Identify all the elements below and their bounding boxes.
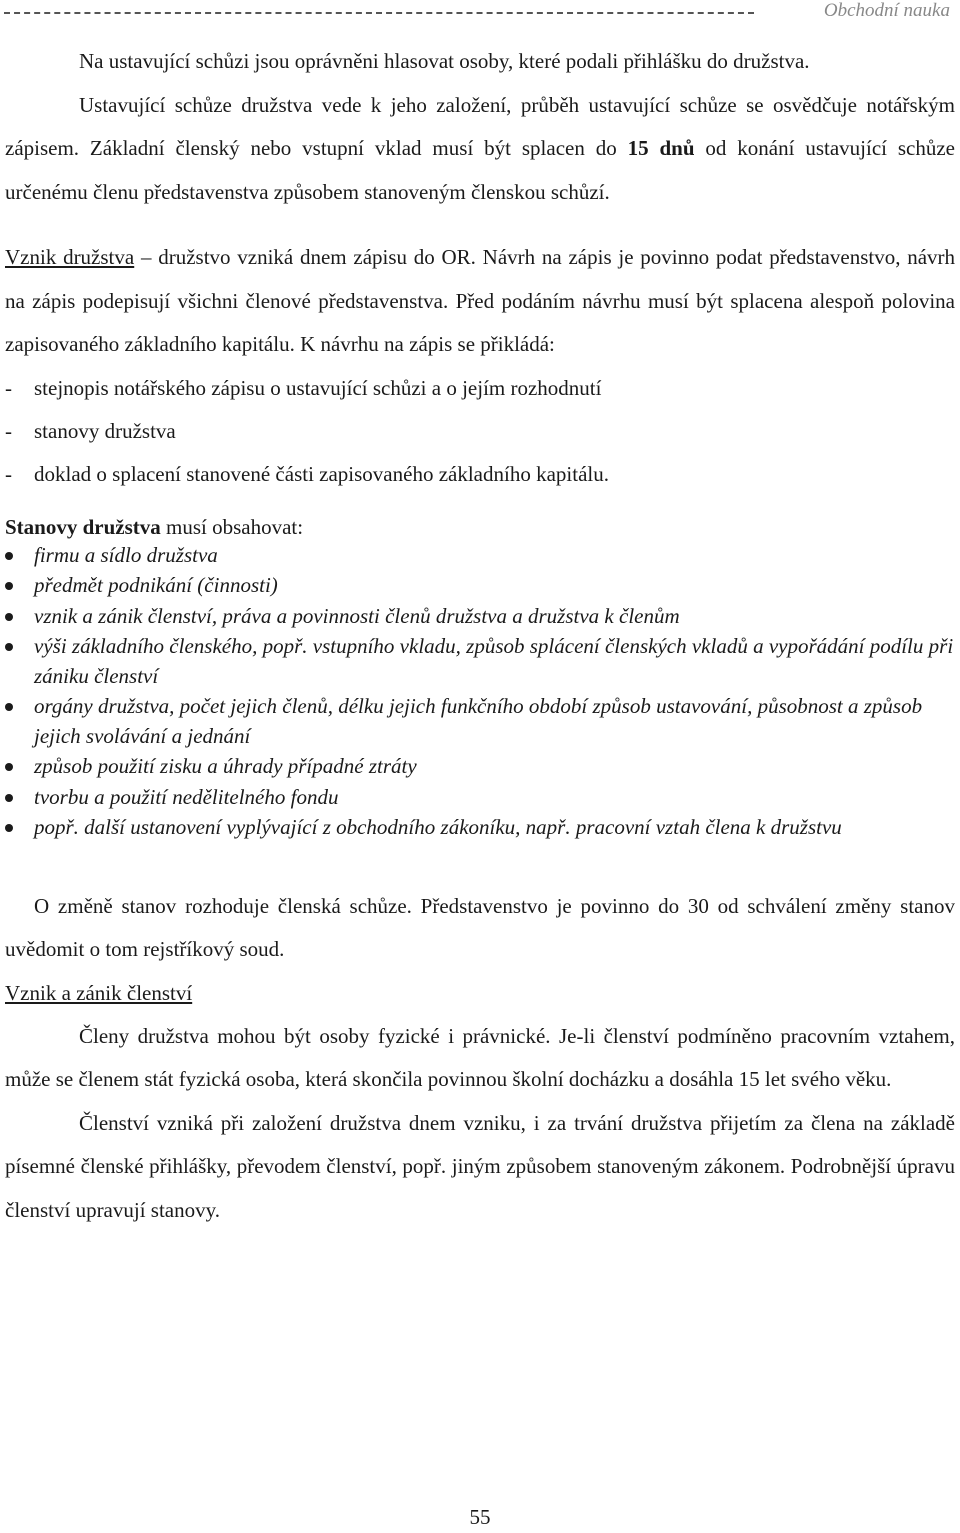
document-body <box>5 40 955 1232</box>
paragraph-statute-change: O změně stanov rozhoduje členská schůze. Představenstvo je povinno do 30 od schválení změny stanov uvědomit o tom rejstříkový soud. <box>5 893 955 961</box>
statutes-heading-bold: Stanovy družstva <box>5 514 161 539</box>
list-item: předmět podnikání (činnosti) <box>5 571 955 601</box>
list-item: - stejnopis notářského zápisu o ustavující schůzi a o jejím rozhodnutí <box>5 367 955 410</box>
page-header <box>0 0 960 26</box>
membership-heading: Vznik a zánik členství <box>5 980 193 1005</box>
paragraph-founding-meeting <box>5 84 955 215</box>
attachments-list <box>5 367 955 496</box>
paragraph-voting: Na ustavující schůzi jsou oprávněni hlasovat osoby, které podali přihlášku do družstva. <box>79 49 810 73</box>
list-item: orgány družstva, počet jejich členů, délku jejich funkčního období způsob ustavování, působnost a způsob jejich svolávání a jednání <box>5 692 955 751</box>
header-dashed-rule <box>4 12 754 14</box>
statutes-list <box>5 541 955 843</box>
founding-deadline: 15 dnů <box>627 136 695 160</box>
list-item: vznik a zánik členství, práva a povinnosti členů družstva a družstva k členům <box>5 602 955 632</box>
list-item: - doklad o splacení stanovené části zapisovaného základního kapitálu. <box>5 453 955 496</box>
list-item: způsob použití zisku a úhrady případné ztráty <box>5 752 955 782</box>
statutes-heading-rest: musí obsahovat: <box>160 514 304 539</box>
establishment-heading: Vznik družstva <box>5 245 135 269</box>
paragraph-membership-origin: Členství vzniká při založení družstva dnem vzniku, i za trvání družstva přijetím za člena na základě písemné členské přihlášky, převodem členství, popř. jiným způsobem stanoveným zákonem. Podrobnější úpravu členství upravují stanovy. <box>5 1110 955 1222</box>
statutes-heading <box>5 513 955 541</box>
paragraph-establishment <box>5 236 955 367</box>
paragraph-members: Členy družstva mohou být osoby fyzické i právnické. Je-li členství podmíněno pracovním vztahem, může se členem stát fyzická osoba, která skončila povinnou školní docházku a dosáhla 15 let svého věku. <box>5 1023 955 1091</box>
establishment-text: – družstvo vzniká dnem zápisu do OR. Návrh na zápis je povinno podat představenstvo, návrh na zápis podepisují všichni členové představenstva. Před podáním návrhu musí být splacena alespoň polovina zapisovaného základního kapitálu. K návrhu na zápis se přikládá: <box>5 245 956 356</box>
page-number: 55 <box>469 1505 491 1529</box>
list-item: tvorbu a použití nedělitelného fondu <box>5 783 955 813</box>
list-item: - stanovy družstva <box>5 410 955 453</box>
header-title: Obchodní nauka <box>823 0 950 21</box>
founding-text-b: od konání ustavující schůze určenému členu představenstva způsobem stanoveným členskou schůzí. <box>5 136 955 204</box>
list-item: výši základního členského, popř. vstupního vkladu, způsob splácení členských vkladů a vypořádání podílu při zániku členství <box>5 632 955 691</box>
founding-text-a: Ustavující schůze družstva vede k jeho založení, průběh ustavující schůze se osvědčuje notářským zápisem. Základní členský nebo vstupní vklad musí být splacen do <box>5 92 955 160</box>
list-item: popř. další ustanovení vyplývající z obchodního zákoníku, např. pracovní vztah člena k družstvu <box>5 813 955 843</box>
list-item: firmu a sídlo družstva <box>5 541 955 571</box>
